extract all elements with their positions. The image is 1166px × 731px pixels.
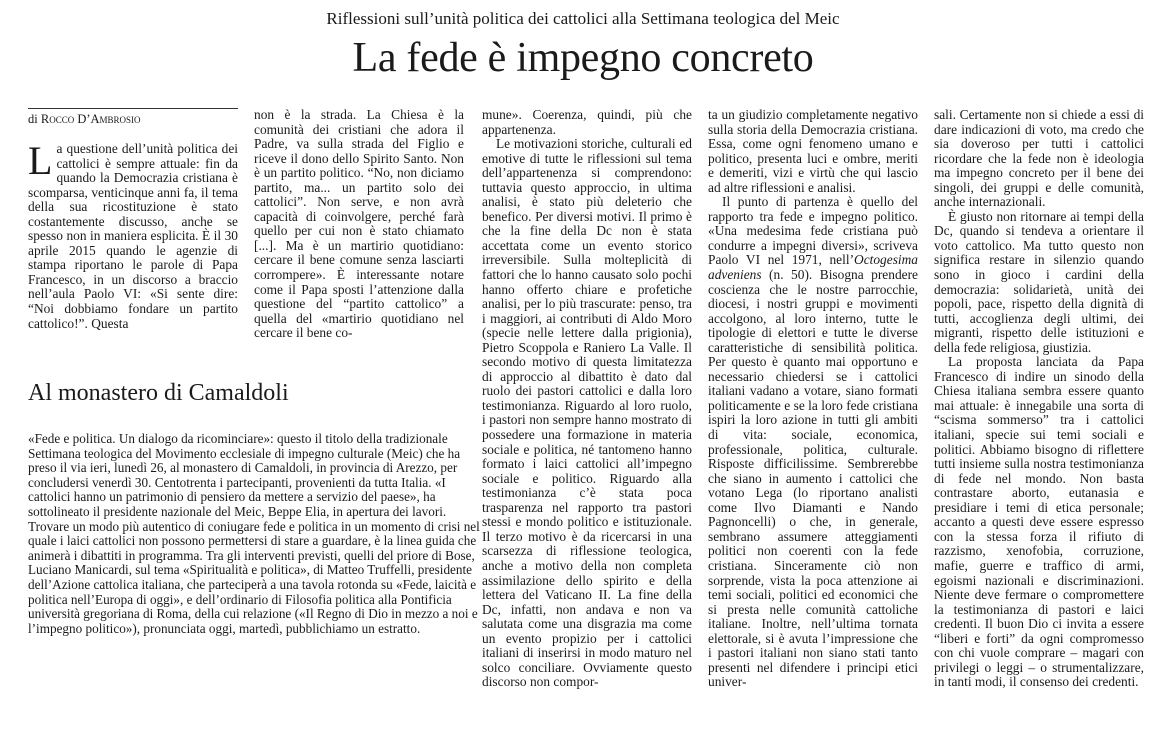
column-3-paragraph-2: Le motivazioni storiche, culturali ed emotive di tutte le riflessioni sul tema dell’appartenenza si comprendono: tuttavia questo approccio, in ultima analisi, è stato più deleterio che benefico. Per diversi motivi. Il primo è che la fine della Dc non è stata accettata come un evento storico irreversibile. Sulla molteplicità di fattori che lo hanno causato solo pochi hanno offerto chiare e profetiche analisi, per lo più trascurate: penso, tra i maggiori, ai contributi di Aldo Moro (specie nelle lettere dalla prigionia), Pietro Scoppola e Raniero La Valle. Il secondo motivo di questa limitatezza di approccio al dibattito è dato dal ruolo dei pastori cattolici e dalla loro testimonianza. Riguardo al loro ruolo, i pastori non sempre hanno mostrato di possedere una formazione in materia sociale e politica, né tantomeno hanno formato i laici cattolici all’impegno sociale e politico. Riguardo alla testimonianza c’è stata poca trasparenza nel rapporto tra pastori stessi e mondo politico e istituzionale. Il terzo motivo è da ricercarsi in una scarsezza di riflessione teologica, anche a motivo della non completa assimilazione dello spirito e della lettera del Vaticano II. La fine della Dc, infatti, non andava e non va salutata come una disgrazia ma come un evento propizio per i cattolici italiani di inserirsi in modo maturo nel solco conciliare. Ovviamente questo discorso non compor- bbox=[482, 136, 692, 690]
section-title: Al monastero di Camaldoli bbox=[28, 380, 289, 406]
column-5 bbox=[934, 108, 1144, 690]
column-1 bbox=[28, 138, 238, 331]
column-4 bbox=[708, 108, 918, 690]
byline-author: Rocco D’Ambrosio bbox=[40, 112, 141, 126]
column-4-paragraph-2b: (n. 50). Bisogna prendere coscienza che le nostre parrocchie, diocesi, i nostri gruppi e movimenti accolgono, al loro interno, tutte le tipologie di elettori e tutte le diverse caratteristiche di sensibilità politica. Per questo è quanto mai opportuno e necessario chiedersi se i cattolici italiani vadano a votare, siano formati politicamente e se la loro fede cristiana ispiri la loro azione in tutti gli ambiti di vita: sociale, economica, professionale, politica, culturale. Risposte difficilissime. Sembrerebbe che siano in aumento i cattolici che votano Lega (lo riportano analisti come Ilvo Diamanti e Nando Pagnoncelli) o che, in generale, sembrano assumere atteggiamenti politici non coerenti con la fede cristiana. Sinceramente ciò non sorprende, vista la poca attenzione ai temi sociali, politici ed economici che si presta nelle comunità cattoliche italiane. Inoltre, nell’ultima tornata elettorale, si è avuta l’impressione che i pastori italiani non siano stati tanto presenti nel difendere i principi etici univer- bbox=[708, 267, 918, 690]
column-5-paragraph-3: La proposta lanciata da Papa Francesco di indire un sinodo della Chiesa italiana sembra essere quanto mai attuale: è innegabile una sorta di “scisma sommerso” tra i cattolici italiani, specie sui temi sociali e politici. Abbiamo bisogno di riflettere tutti insieme sulla nostra testimonianza di fede nel mondo. Non basta contrastare aborto, eutanasia e presidiare i temi di etica personale; accanto a questi deve essere espresso con la stessa forza il rifiuto di razzismo, xenofobia, corruzione, mafie, guerre e traffico di armi, egoismi nazionali e discriminazioni. Niente deve fermare o compromettere la testimonianza di pastori e laici credenti. Il buon Dio ci invita a essere “liberi e forti” da ogni compromesso con chi vuole comprare – magari con privilegi o leggi – o strumentalizzare, in tanti modi, il consenso dei credenti. bbox=[934, 354, 1144, 690]
column-3-paragraph-1: mune». Coerenza, quindi, più che appartenenza. bbox=[482, 107, 692, 137]
column-5-paragraph-1: sali. Certamente non si chiede a essi di dare indicazioni di voto, ma credo che sia doveroso per tutti i cattolici ricordare che la fede non è ideologia ma impegno concreto per il bene dei singoli, dei gruppi e delle comunità, anche internazionali. bbox=[934, 107, 1144, 210]
column-4-paragraph-2 bbox=[708, 195, 918, 690]
kicker: Riflessioni sull’unità politica dei cattolici alla Settimana teologica del Meic bbox=[326, 9, 840, 28]
column-5-paragraph-2: È giusto non ritornare ai tempi della Dc, quando si tendeva a orientare il voto cattolico. Ma tutto questo non significa restare in silenzio quando sono in gioco i cardini della democrazia: solidarietà, unità dei popoli, pace, rispetto della dignità di tutti, accoglienza degli ultimi, dei migranti, rispetto delle istituzioni e della fede religiosa, giustizia. bbox=[934, 208, 1144, 355]
byline bbox=[28, 112, 141, 126]
byline-rule bbox=[28, 108, 238, 109]
intro-box bbox=[28, 432, 480, 636]
column-4-paragraph-1: ta un giudizio completamente negativo sulla storia della Democrazia cristiana. Essa, come ogni fenomeno umano e politico, presenta luci e ombre, meriti e demeriti, vizi e virtù che qui lascio ad altre riflessioni e analisi. bbox=[708, 107, 918, 195]
column-1-text: a questione dell’unità politica dei cattolici è sempre attuale: fin da quando la Democrazia cristiana è scomparsa, venticinque anni fa, il tema della sua ricostituzione è stato costantemente discusso, anche se spesso non in maniera esplicita. È il 30 aprile 2015 quando le agenzie di stampa riportano le parole di Papa Francesco, in un discorso a braccio nell’aula Paolo VI: «Si sente dire: “Noi dobbiamo fondare un partito cattolico!”. Questa bbox=[28, 141, 238, 331]
headline: La fede è impegno concreto bbox=[352, 35, 814, 81]
column-2-text: non è la strada. La Chiesa è la comunità dei cristiani che adora il Padre, va sulla strada del Figlio e riceve il dono dello Spirito Santo. Non è un partito politico. “No, non diciamo partito, ma... un partito solo dei cattolici”. Non serve, e non avrà capacità di coinvolgere, perché farà quello per cui non è stato chiamato [...]. Ma è un martirio quotidiano: cercare il bene comune senza lasciarti corrompere». È interessante notare come il Papa sposti l’attenzione dalla questione del “partito cattolico” a quella del «martirio quotidiano nel cercare il bene co- bbox=[254, 107, 464, 341]
column-3 bbox=[482, 108, 692, 690]
column-4-paragraph-2a: Il punto di partenza è quello del rapporto tra fede e impegno politico. «Una medesima fede cristiana può condurre a impegni diversi», scriveva Paolo VI nel 1971, nell’ bbox=[708, 194, 918, 268]
byline-prefix: di bbox=[28, 112, 38, 126]
column-1-paragraph bbox=[28, 138, 238, 331]
encyclical-title: Octogesima adveniens bbox=[708, 252, 918, 283]
intro-text: «Fede e politica. Un dialogo da ricominciare»: questo il titolo della tradizionale Settimana teologica del Movimento ecclesiale di impegno culturale (Meic) che ha preso il via ieri, lunedì 26, al monastero di Camaldoli, in provincia di Arezzo, per concludersi venerdì 30. Centotrenta i partecipanti, provenienti da tutta Italia. «I cattolici hanno un patrimonio di pensiero da mettere a servizio del paese», ha sottolineato il presidente nazionale del Meic, Beppe Elia, in apertura dei lavori. Trovare un modo più autentico di coniugare fede e politica in un momento di crisi nel quale i laici cattolici non possono permettersi di stare a guardare, è la linea guida che animerà i dibattiti in programma. Tra gli interventi previsti, quelli del priore di Bose, Luciano Manicardi, sul tema «Spiritualità e politica», di Matteo Truffelli, presidente dell’Azione cattolica italiana, che parteciperà a una tavola rotonda su «Fede, laicità e politica nell’Europa di oggi», e dell’ordinario di Filosofia politica alla Pontificia università gregoriana di Roma, della cui relazione («Il Regno di Dio in mezzo a noi e l’impegno politico»), pronunciata oggi, martedì, pubblichiamo un estratto. bbox=[28, 431, 480, 636]
dropcap: L bbox=[28, 138, 53, 183]
column-2 bbox=[254, 108, 464, 341]
